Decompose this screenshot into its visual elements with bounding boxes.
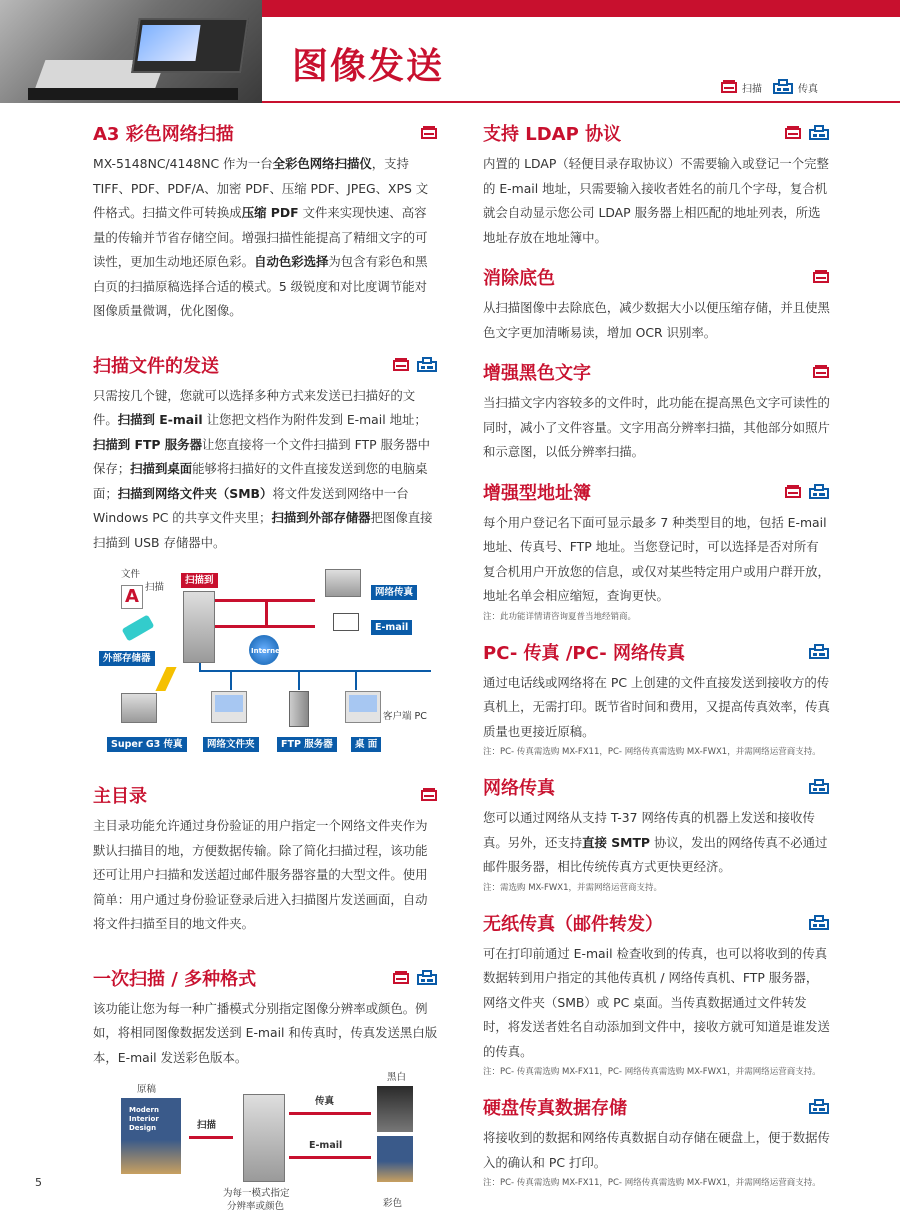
section-black-text-enhance [483, 357, 830, 465]
section-title: 增强型地址簿 [483, 482, 591, 504]
scanner-icon [392, 970, 410, 986]
section-internet-fax [483, 772, 830, 896]
section-title: 增强黑色文字 [483, 363, 591, 384]
hero-touch-screen [137, 25, 200, 61]
lightning-icon [155, 667, 176, 691]
section-scan-send [93, 350, 438, 761]
section-body: 只需按几个键，您就可以选择多种方式来发送已扫描好的文件。扫描到 E-mail 让您把文档作为附件发到 E-mail 地址；扫描到 FTP 服务器让您直接将一个文件扫描到 FTP 服务器中保存；扫描到桌面能够将扫描好的文件直接发送到您的电脑桌面；扫描到网络文件夹（SMB）将文件发送到网络中一台 Windows PC 的共享文件夹里；扫描到外部存储器把图像直接扫描到 USB 存储器中。 [93, 387, 433, 550]
color-output-image [377, 1136, 413, 1182]
scanner-icon [812, 269, 830, 285]
fax-icon [808, 125, 830, 141]
fax-icon [416, 357, 438, 373]
fax-icon [808, 915, 830, 931]
icon-legend [720, 79, 824, 95]
section-background-removal [483, 262, 830, 345]
diagram-label-netfolder: 网络文件夹 [203, 737, 259, 752]
legend-scan-label: 扫描 [742, 83, 762, 95]
section-note: 注：需选购 MX-FWX1，并需网络运营商支持。 [483, 882, 663, 893]
netfax-machine-icon [325, 569, 361, 597]
section-body: 内置的 LDAP（轻便目录存取协议）不需要输入或登记一个完整的 E-mail 地址，只需要输入接收者姓名的前几个字母，复合机就会自动显示您公司 LDAP 服务器上相匹配的地址列表，所选地址存放在地址簿中。 [483, 156, 829, 245]
section-paperless-fax [483, 908, 830, 1081]
section-address-book [483, 477, 830, 625]
diagram-label-scan-to: 扫描到 [181, 573, 218, 588]
fax-icon [808, 484, 830, 500]
diagram-caption-2: 分辨率或颜色 [227, 1201, 285, 1212]
diagram-label-file: 文件 [121, 569, 141, 580]
ftp-server-icon [289, 691, 309, 727]
section-home-directory [93, 780, 438, 937]
bw-output-image [377, 1086, 413, 1132]
top-red-bar [260, 0, 900, 17]
usb-drive-icon [122, 614, 155, 641]
diagram-label-fax: 传真 [315, 1096, 335, 1107]
section-title: 扫描文件的发送 [93, 355, 219, 377]
diagram-label-netfax: 网络传真 [371, 585, 417, 600]
fax-icon [772, 79, 794, 95]
section-title: A3 彩色网络扫描 [93, 124, 234, 145]
mfp-machine-icon [243, 1094, 285, 1182]
section-note: 注：此功能详情请咨询夏普当地经销商。 [483, 611, 637, 622]
section-title: 硬盘传真数据存储 [483, 1098, 627, 1119]
section-pc-fax [483, 637, 830, 761]
section-body: 从扫描图像中去除底色，减少数据大小以便压缩存储，并且使黑色文字更加清晰易读，增加 OCR 识别率。 [483, 300, 830, 340]
diagram-label-bw: 黑白 [387, 1072, 407, 1083]
netfolder-pc-icon [211, 691, 247, 723]
multi-format-diagram [93, 1072, 438, 1221]
diagram-label-ftp: FTP 服务器 [277, 737, 337, 752]
section-body: MX-5148NC/4148NC 作为一台全彩色网络扫描仪，支持 TIFF、PDF、PDF/A、加密 PDF、压缩 PDF、JPEG、XPS 文件格式。扫描文件可转换成压缩 PDF 文件来实现快速、高容量的传输并节省存储空间。增强扫描性能提高了精细文字的可读性，更加生动地还原色彩。自动色彩选择为包含有彩色和黑白页的扫描原稿选择合适的模式。5 级锐度和对比度调节能对图像质量微调，优化图像。 [93, 156, 429, 318]
section-note: 注：PC- 传真需选购 MX-FX11，PC- 网络传真需选购 MX-FWX1，并需网络运营商支持。 [483, 1178, 821, 1188]
section-body: 主目录功能允许通过身份验证的用户指定一个网络文件夹作为默认扫描目的地，方便数据传输。除了简化扫描过程，该功能还可让用户扫描和发送超过邮件服务器容量的大型文件。使用简单：用户通过身份验证登录后进入扫描图片发送画面，自动将文件扫描至目的地文件夹。 [93, 818, 428, 931]
scanner-icon [420, 125, 438, 141]
section-title: 主目录 [93, 786, 147, 807]
section-title: 支持 LDAP 协议 [483, 124, 622, 145]
legend-fax-label: 传真 [798, 83, 818, 95]
section-body: 您可以通过网络从支持 T-37 网络传真的机器上发送和接收传真。另外，还支持直接 SMTP 协议，发出的网络传真不必通过邮件服务器，相比传统传真方式更快更经济。 [483, 810, 828, 874]
mfp-machine-icon [183, 591, 215, 663]
scanner-icon [392, 357, 410, 373]
section-body: 将接收到的数据和网络传真数据自动存储在硬盘上，便于数据传入的确认和 PC 打印。 [483, 1130, 830, 1170]
diagram-label-scan: 扫描 [197, 1120, 217, 1131]
section-one-scan-multi-format [93, 963, 438, 1221]
hero-buttons [28, 88, 238, 100]
section-body: 每个用户登记名下面可显示最多 7 种类型目的地，包括 E-mail 地址、传真号、FTP 地址。当您登记时，可以选择是否对所有复合机用户开放您的信息，或仅对某些特定用户或用户群开放，地址名单会相应缩短，查询更快。 [483, 514, 830, 603]
diagram-label-email: E-mail [371, 620, 412, 635]
section-title: 无纸传真（邮件转发） [483, 913, 663, 935]
section-body: 该功能让您为每一种广播模式分别指定图像分辨率或颜色。例如，将相同图像数据发送到 E-mail 和传真时，传真发送黑白版本，E-mail 发送彩色版本。 [93, 1000, 438, 1065]
diagram-label-color: 彩色 [383, 1198, 403, 1209]
original-doc-title: Modern Interior Design [129, 1106, 159, 1132]
diagram-label-scan: 扫描 [145, 582, 165, 593]
section-title: 网络传真 [483, 778, 555, 799]
section-note: 注：PC- 传真需选购 MX-FX11，PC- 网络传真需选购 MX-FWX1，并需网络运营商支持。 [483, 747, 821, 757]
scanner-icon [812, 364, 830, 380]
title-rule [262, 101, 900, 103]
section-a3-color-scan [93, 118, 438, 324]
section-title: 一次扫描 / 多种格式 [93, 968, 257, 990]
fax-icon [416, 970, 438, 986]
diagram-label-superg3: Super G3 传真 [107, 737, 187, 752]
section-title: 消除底色 [483, 268, 555, 289]
page-number: 5 [35, 1176, 42, 1189]
scanner-icon [420, 787, 438, 803]
section-body: 当扫描文字内容较多的文件时，此功能在提高黑色文字可读性的同时，减小了文件容量。文字用高分辨率扫描，其他部分如照片和示意图，以低分辨率扫描。 [483, 395, 830, 459]
right-column [483, 118, 830, 1191]
email-envelope-icon [333, 613, 359, 631]
document-a-icon: A [121, 585, 143, 609]
section-note: 注：PC- 传真需选购 MX-FX11，PC- 网络传真需选购 MX-FWX1，并需网络运营商支持。 [483, 1067, 821, 1077]
diagram-label-original: 原稿 [137, 1084, 157, 1095]
fax-icon [808, 644, 830, 660]
section-title: PC- 传真 /PC- 网络传真 [483, 642, 685, 664]
superg3-fax-icon [121, 693, 157, 723]
diagram-label-external: 外部存储器 [99, 651, 155, 666]
hero-mfp-photo [0, 0, 262, 103]
section-body: 通过电话线或网络将在 PC 上创建的文件直接发送到接收方的传真机上，无需打印。既节省时间和费用，又提高传真效率，传真质量也更接近原稿。 [483, 674, 830, 739]
section-body: 可在打印前通过 E-mail 检查收到的传真，也可以将收到的传真数据转到用户指定的其他传真机 / 网络传真机、FTP 服务器，网络文件夹（SMB）或 PC 桌面。当传真数据通过文件转发时，将发送者姓名自动添加到文件中，接收方就可知道是谁发送的传真。 [483, 945, 830, 1059]
scanner-icon [784, 125, 802, 141]
left-column [93, 118, 438, 1221]
fax-icon [808, 1099, 830, 1115]
scan-destinations-diagram [93, 565, 438, 760]
diagram-label-email: E-mail [309, 1140, 343, 1151]
scanner-icon [720, 79, 738, 95]
diagram-label-client: 客户端 PC [383, 711, 427, 722]
diagram-label-desktop: 桌 面 [351, 737, 381, 752]
section-hdd-fax-storage [483, 1092, 830, 1191]
desktop-pc-icon [345, 691, 381, 723]
fax-icon [808, 779, 830, 795]
page-title: 图像发送 [292, 46, 445, 87]
diagram-caption-1: 为每一模式指定 [223, 1188, 290, 1199]
section-ldap [483, 118, 830, 250]
scanner-icon [784, 484, 802, 500]
diagram-label-internet: Internet [251, 647, 284, 655]
